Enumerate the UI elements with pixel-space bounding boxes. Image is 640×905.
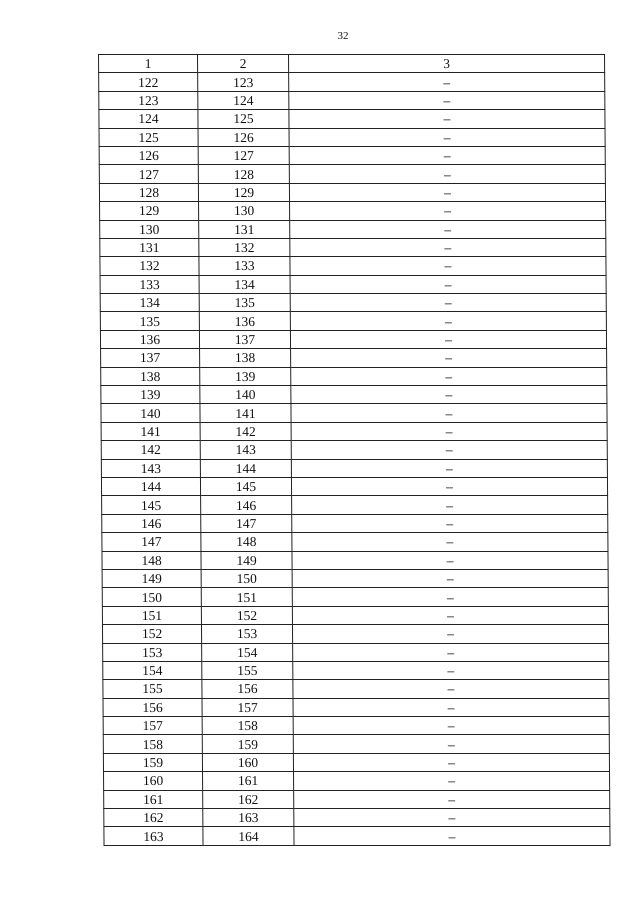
- table-cell-col-1: 145: [102, 496, 201, 514]
- table-cell-col-2: 138: [200, 349, 291, 367]
- table-cell-col-3: –: [289, 73, 605, 91]
- table-cell-col-2: 125: [198, 110, 289, 128]
- table-cell-col-3: –: [294, 772, 610, 790]
- table-row: [100, 202, 606, 220]
- table-cell-col-1: 132: [100, 257, 199, 275]
- table-row: [104, 827, 610, 845]
- table-row: [99, 146, 605, 164]
- table-cell-col-3: –: [292, 551, 608, 569]
- table-cell-col-3: –: [290, 294, 606, 312]
- table-row: [100, 220, 606, 238]
- table-cell-col-2: 149: [201, 551, 292, 569]
- table-cell-col-1: 141: [101, 422, 200, 440]
- table-cell-col-1: 157: [103, 717, 202, 735]
- table-cell-col-3: –: [291, 367, 607, 385]
- table-cell-col-1: 126: [99, 146, 198, 164]
- table-cell-col-2: 123: [198, 73, 289, 91]
- table-cell-col-1: 146: [102, 514, 201, 532]
- table-row: [101, 404, 607, 422]
- table-body: [99, 73, 610, 845]
- table-row: [99, 183, 605, 201]
- table-row: [104, 790, 610, 808]
- table-cell-col-2: 160: [202, 753, 293, 771]
- table-cell-col-1: 127: [99, 165, 198, 183]
- table-row: [103, 735, 609, 753]
- table-cell-col-1: 155: [103, 680, 202, 698]
- table-cell-col-3: –: [290, 220, 606, 238]
- table-row: [101, 367, 607, 385]
- table-row: [100, 312, 606, 330]
- table-cell-col-3: –: [290, 330, 606, 348]
- table-cell-col-1: 130: [100, 220, 199, 238]
- table-cell-col-2: 158: [202, 717, 293, 735]
- table-row: [102, 551, 608, 569]
- table-row: [104, 809, 610, 827]
- table-cell-col-3: –: [292, 533, 608, 551]
- table-row: [99, 91, 605, 109]
- table-cell-col-3: –: [291, 422, 607, 440]
- table-row: [102, 533, 608, 551]
- table-cell-col-1: 139: [101, 386, 200, 404]
- table-cell-col-1: 128: [99, 183, 198, 201]
- table-cell-col-1: 154: [103, 661, 202, 679]
- table-cell-col-3: –: [293, 680, 609, 698]
- table-row: [100, 294, 606, 312]
- table-cell-col-2: 150: [201, 569, 292, 587]
- table-cell-col-2: 134: [199, 275, 290, 293]
- table-cell-col-1: 137: [101, 349, 200, 367]
- table-row: [104, 772, 610, 790]
- table-cell-col-3: –: [291, 477, 607, 495]
- table-cell-col-1: 163: [104, 827, 203, 845]
- table-row: [101, 422, 607, 440]
- table-cell-col-1: 136: [100, 330, 199, 348]
- table-cell-col-2: 130: [199, 202, 290, 220]
- table-cell-col-3: –: [292, 606, 608, 624]
- column-header-3: 3: [289, 55, 605, 73]
- table-cell-col-2: 129: [198, 183, 289, 201]
- table-cell-col-2: 143: [200, 441, 291, 459]
- table-cell-col-1: 140: [101, 404, 200, 422]
- table-cell-col-3: –: [294, 790, 610, 808]
- table-cell-col-3: –: [291, 441, 607, 459]
- table-cell-col-1: 138: [101, 367, 200, 385]
- table-cell-col-2: 145: [200, 477, 291, 495]
- table-cell-col-3: –: [290, 312, 606, 330]
- table-row: [102, 496, 608, 514]
- table-row: [102, 625, 608, 643]
- table-cell-col-2: 135: [199, 294, 290, 312]
- table-cell-col-3: –: [293, 717, 609, 735]
- table-row: [103, 717, 609, 735]
- table-row: [102, 606, 608, 624]
- table-cell-col-1: 160: [104, 772, 203, 790]
- table-cell-col-1: 143: [101, 459, 200, 477]
- table-cell-col-2: 164: [203, 827, 294, 845]
- table-cell-col-2: 152: [201, 606, 292, 624]
- table-cell-col-2: 144: [200, 459, 291, 477]
- table-cell-col-1: 150: [102, 588, 201, 606]
- table-cell-col-2: 159: [202, 735, 293, 753]
- table-cell-col-3: –: [292, 588, 608, 606]
- table-cell-col-3: –: [293, 698, 609, 716]
- table-row: [100, 330, 606, 348]
- table-cell-col-3: –: [289, 128, 605, 146]
- table-row: [103, 753, 609, 771]
- table-row: [99, 165, 605, 183]
- table-cell-col-1: 131: [100, 238, 199, 256]
- table-cell-col-3: –: [293, 643, 609, 661]
- table-cell-col-3: –: [290, 275, 606, 293]
- table-cell-col-2: 140: [200, 386, 291, 404]
- table-cell-col-2: 126: [198, 128, 289, 146]
- table-cell-col-2: 128: [198, 165, 289, 183]
- table-cell-col-2: 162: [203, 790, 294, 808]
- table-cell-col-1: 124: [99, 110, 198, 128]
- table-cell-col-2: 155: [202, 661, 293, 679]
- table-row: [101, 349, 607, 367]
- table-row: [101, 477, 607, 495]
- table-cell-col-1: 162: [104, 809, 203, 827]
- table-cell-col-1: 135: [100, 312, 199, 330]
- table-cell-col-3: –: [290, 257, 606, 275]
- table-row: [99, 128, 605, 146]
- table-row: [100, 275, 606, 293]
- table-cell-col-1: 123: [99, 91, 198, 109]
- column-header-1: 1: [99, 55, 198, 73]
- table-row: [103, 680, 609, 698]
- table-cell-col-3: –: [293, 753, 609, 771]
- table-cell-col-1: 156: [103, 698, 202, 716]
- table-cell-col-2: 151: [201, 588, 292, 606]
- table-cell-col-1: 144: [101, 477, 200, 495]
- table-cell-col-3: –: [289, 146, 605, 164]
- table-cell-col-1: 153: [103, 643, 202, 661]
- table-cell-col-1: 161: [104, 790, 203, 808]
- table-cell-col-2: 156: [202, 680, 293, 698]
- table-cell-col-2: 146: [201, 496, 292, 514]
- table-row: [102, 514, 608, 532]
- table-cell-col-1: 158: [103, 735, 202, 753]
- table-cell-col-2: 147: [201, 514, 292, 532]
- table-cell-col-1: 122: [99, 73, 198, 91]
- page-number: 32: [337, 30, 349, 42]
- table-cell-col-2: 131: [199, 220, 290, 238]
- table-row: [103, 698, 609, 716]
- table-cell-col-3: –: [290, 202, 606, 220]
- table-cell-col-3: –: [292, 514, 608, 532]
- table-cell-col-3: –: [294, 827, 610, 845]
- table-cell-col-3: –: [289, 183, 605, 201]
- table-row: [103, 643, 609, 661]
- table-cell-col-3: –: [294, 809, 610, 827]
- table-row: [100, 238, 606, 256]
- table-cell-col-1: 151: [102, 606, 201, 624]
- table-cell-col-2: 163: [203, 809, 294, 827]
- table-cell-col-1: 149: [102, 569, 201, 587]
- table-row: [101, 386, 607, 404]
- table-cell-col-2: 137: [199, 330, 290, 348]
- table-cell-col-2: 161: [203, 772, 294, 790]
- table-cell-col-3: –: [293, 661, 609, 679]
- table-cell-col-1: 134: [100, 294, 199, 312]
- table-cell-col-2: 153: [201, 625, 292, 643]
- table-cell-col-3: –: [292, 569, 608, 587]
- table-cell-col-3: –: [291, 386, 607, 404]
- table-row: [101, 459, 607, 477]
- table-cell-col-2: 132: [199, 238, 290, 256]
- table-cell-col-1: 125: [99, 128, 198, 146]
- table-cell-col-2: 157: [202, 698, 293, 716]
- table-row: [101, 441, 607, 459]
- table-row: [102, 569, 608, 587]
- column-header-2: 2: [198, 55, 289, 73]
- table-cell-col-1: 147: [102, 533, 201, 551]
- table-row: [103, 661, 609, 679]
- table-cell-col-2: 136: [199, 312, 290, 330]
- data-table: [98, 54, 611, 846]
- table-cell-col-2: 124: [198, 91, 289, 109]
- table-cell-col-3: –: [292, 625, 608, 643]
- table-cell-col-1: 133: [100, 275, 199, 293]
- table-cell-col-1: 148: [102, 551, 201, 569]
- table-cell-col-3: –: [291, 459, 607, 477]
- table-cell-col-3: –: [289, 165, 605, 183]
- table-cell-col-2: 141: [200, 404, 291, 422]
- table-cell-col-1: 159: [103, 753, 202, 771]
- table-row: [102, 588, 608, 606]
- table-cell-col-3: –: [290, 238, 606, 256]
- table-cell-col-3: –: [289, 110, 605, 128]
- table-row: [99, 73, 605, 91]
- table-cell-col-2: 148: [201, 533, 292, 551]
- table-cell-col-1: 142: [101, 441, 200, 459]
- table-cell-col-3: –: [291, 349, 607, 367]
- table-cell-col-3: –: [289, 91, 605, 109]
- table-cell-col-1: 152: [102, 625, 201, 643]
- table-cell-col-1: 129: [100, 202, 199, 220]
- table-cell-col-2: 127: [198, 146, 289, 164]
- table-cell-col-2: 154: [202, 643, 293, 661]
- table-cell-col-3: –: [293, 735, 609, 753]
- table-row: [100, 257, 606, 275]
- table-cell-col-2: 133: [199, 257, 290, 275]
- table-cell-col-2: 139: [200, 367, 291, 385]
- table-cell-col-3: –: [291, 404, 607, 422]
- table-cell-col-2: 142: [200, 422, 291, 440]
- header-row: [99, 55, 605, 73]
- table-cell-col-3: –: [292, 496, 608, 514]
- table-row: [99, 110, 605, 128]
